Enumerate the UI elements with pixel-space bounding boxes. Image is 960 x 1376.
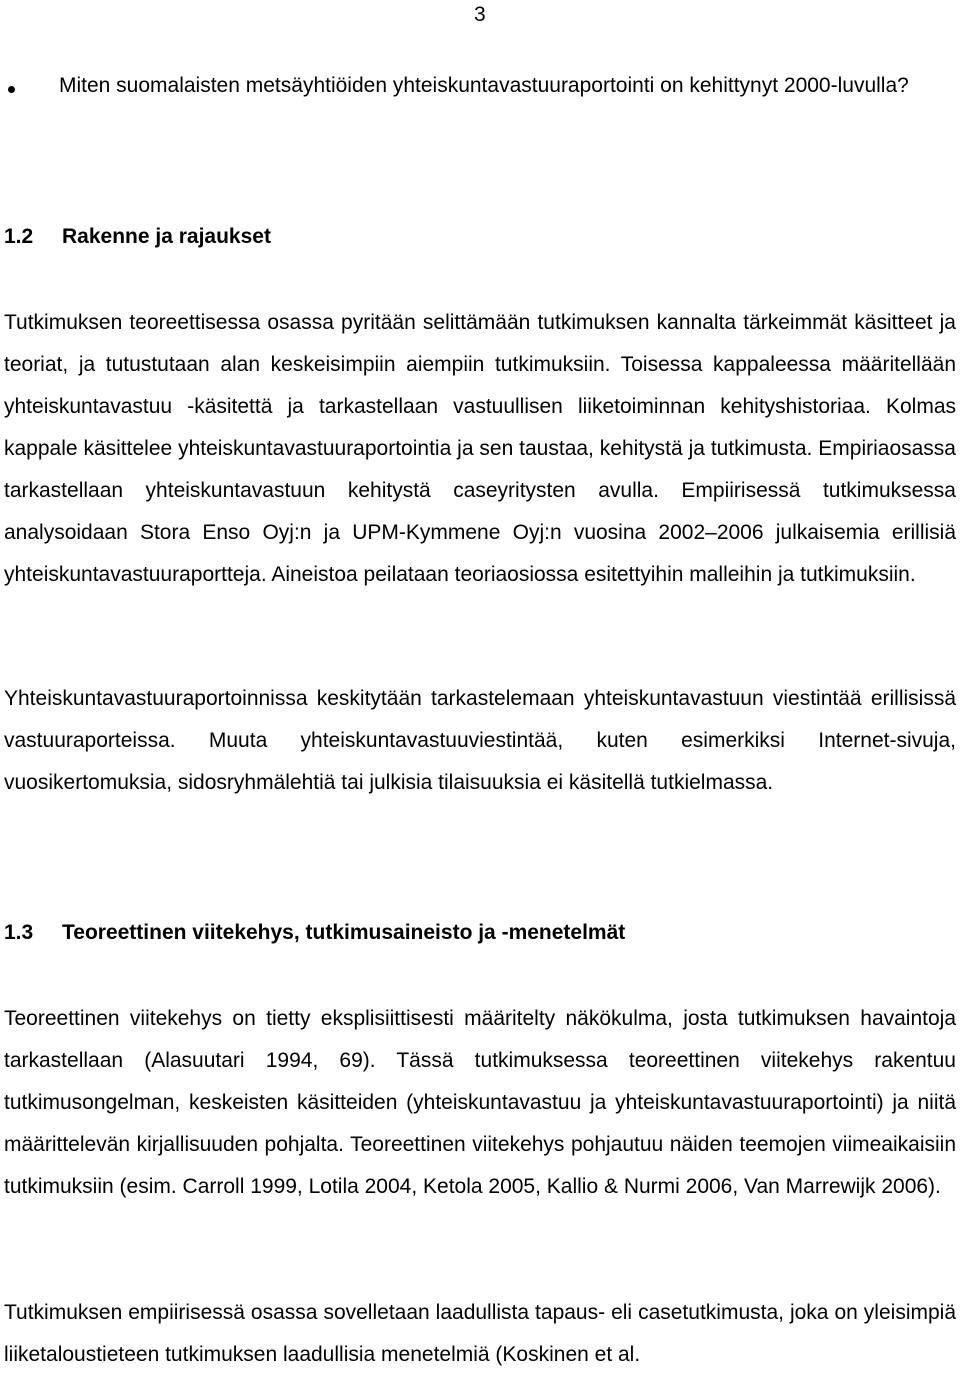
section-heading-1-2 bbox=[4, 224, 271, 250]
bullet-icon bbox=[8, 86, 15, 93]
paragraph: Tutkimuksen empiirisessä osassa sovelletaan laadullista tapaus- eli casetutkimusta, joka on yleisimpiä liiketaloustieteen tutkimuksen laadullisia menetelmiä (Koskinen et al. bbox=[4, 1301, 956, 1366]
section-title: Teoreettinen viitekehys, tutkimusaineisto ja -menetelmät bbox=[62, 921, 626, 944]
section-number: 1.3 bbox=[4, 921, 34, 944]
paragraph: Tutkimuksen teoreettisessa osassa pyritään selittämään tutkimuksen kannalta tärkeimmät käsitteet ja teoriat, ja tutustutaan alan keskeisimpiin aiempiin tutkimuksiin. Toisessa kappaleessa määritellään yhteiskuntavastuu -käsitettä ja tarkastellaan vastuullisen liiketoiminnan kehityshistoriaa. Kolmas kappale käsittelee yhteiskuntavastuuraportointia ja sen taustaa, kehitystä ja tutkimusta. Empiriaosassa tarkastellaan yhteiskuntavastuun kehitystä caseyritysten avulla. Empiirisessä tutkimuksessa analysoidaan Stora Enso Oyj:n ja UPM-Kymmene Oyj:n vuosina 2002–2006 julkaisemia erillisiä yhteiskuntavastuuraportteja. Aineistoa peilataan teoriaosiossa esitettyihin malleihin ja tutkimuksiin. bbox=[4, 311, 956, 586]
section-heading-1-3 bbox=[4, 920, 625, 946]
paragraph: Teoreettinen viitekehys on tietty eksplisiittisesti määritelty näkökulma, josta tutkimuksen havaintoja tarkastellaan (Alasuutari 1994, 69). Tässä tutkimuksessa teoreettinen viitekehys rakentuu tutkimusongelman, keskeisten käsitteiden (yhteiskuntavastuu ja yhteiskuntavastuuraportointi) ja niitä määrittelevän kirjallisuuden pohjalta. Teoreettinen viitekehys pohjautuu näiden teemojen viimeaikaisiin tutkimuksiin (esim. Carroll 1999, Lotila 2004, Ketola 2005, Kallio & Nurmi 2006, Van Marrewijk 2006). bbox=[4, 1007, 956, 1198]
paragraph: Yhteiskuntavastuuraportoinnissa keskitytään tarkastelemaan yhteiskuntavastuun viestintää erillisissä vastuuraporteissa. Muuta yhteiskuntavastuuviestintää, kuten esimerkiksi Internet-sivuja, vuosikertomuksia, sidosryhmälehtiä tai julkisia tilaisuuksia ei käsitellä tutkielmassa. bbox=[4, 687, 956, 794]
page-number: 3 bbox=[474, 3, 486, 26]
section-number: 1.2 bbox=[4, 225, 34, 248]
section-title: Rakenne ja rajaukset bbox=[62, 225, 271, 248]
research-question-text: Miten suomalaisten metsäyhtiöiden yhteiskuntavastuuraportointi on kehittynyt 2000-luvulla? bbox=[59, 74, 909, 97]
